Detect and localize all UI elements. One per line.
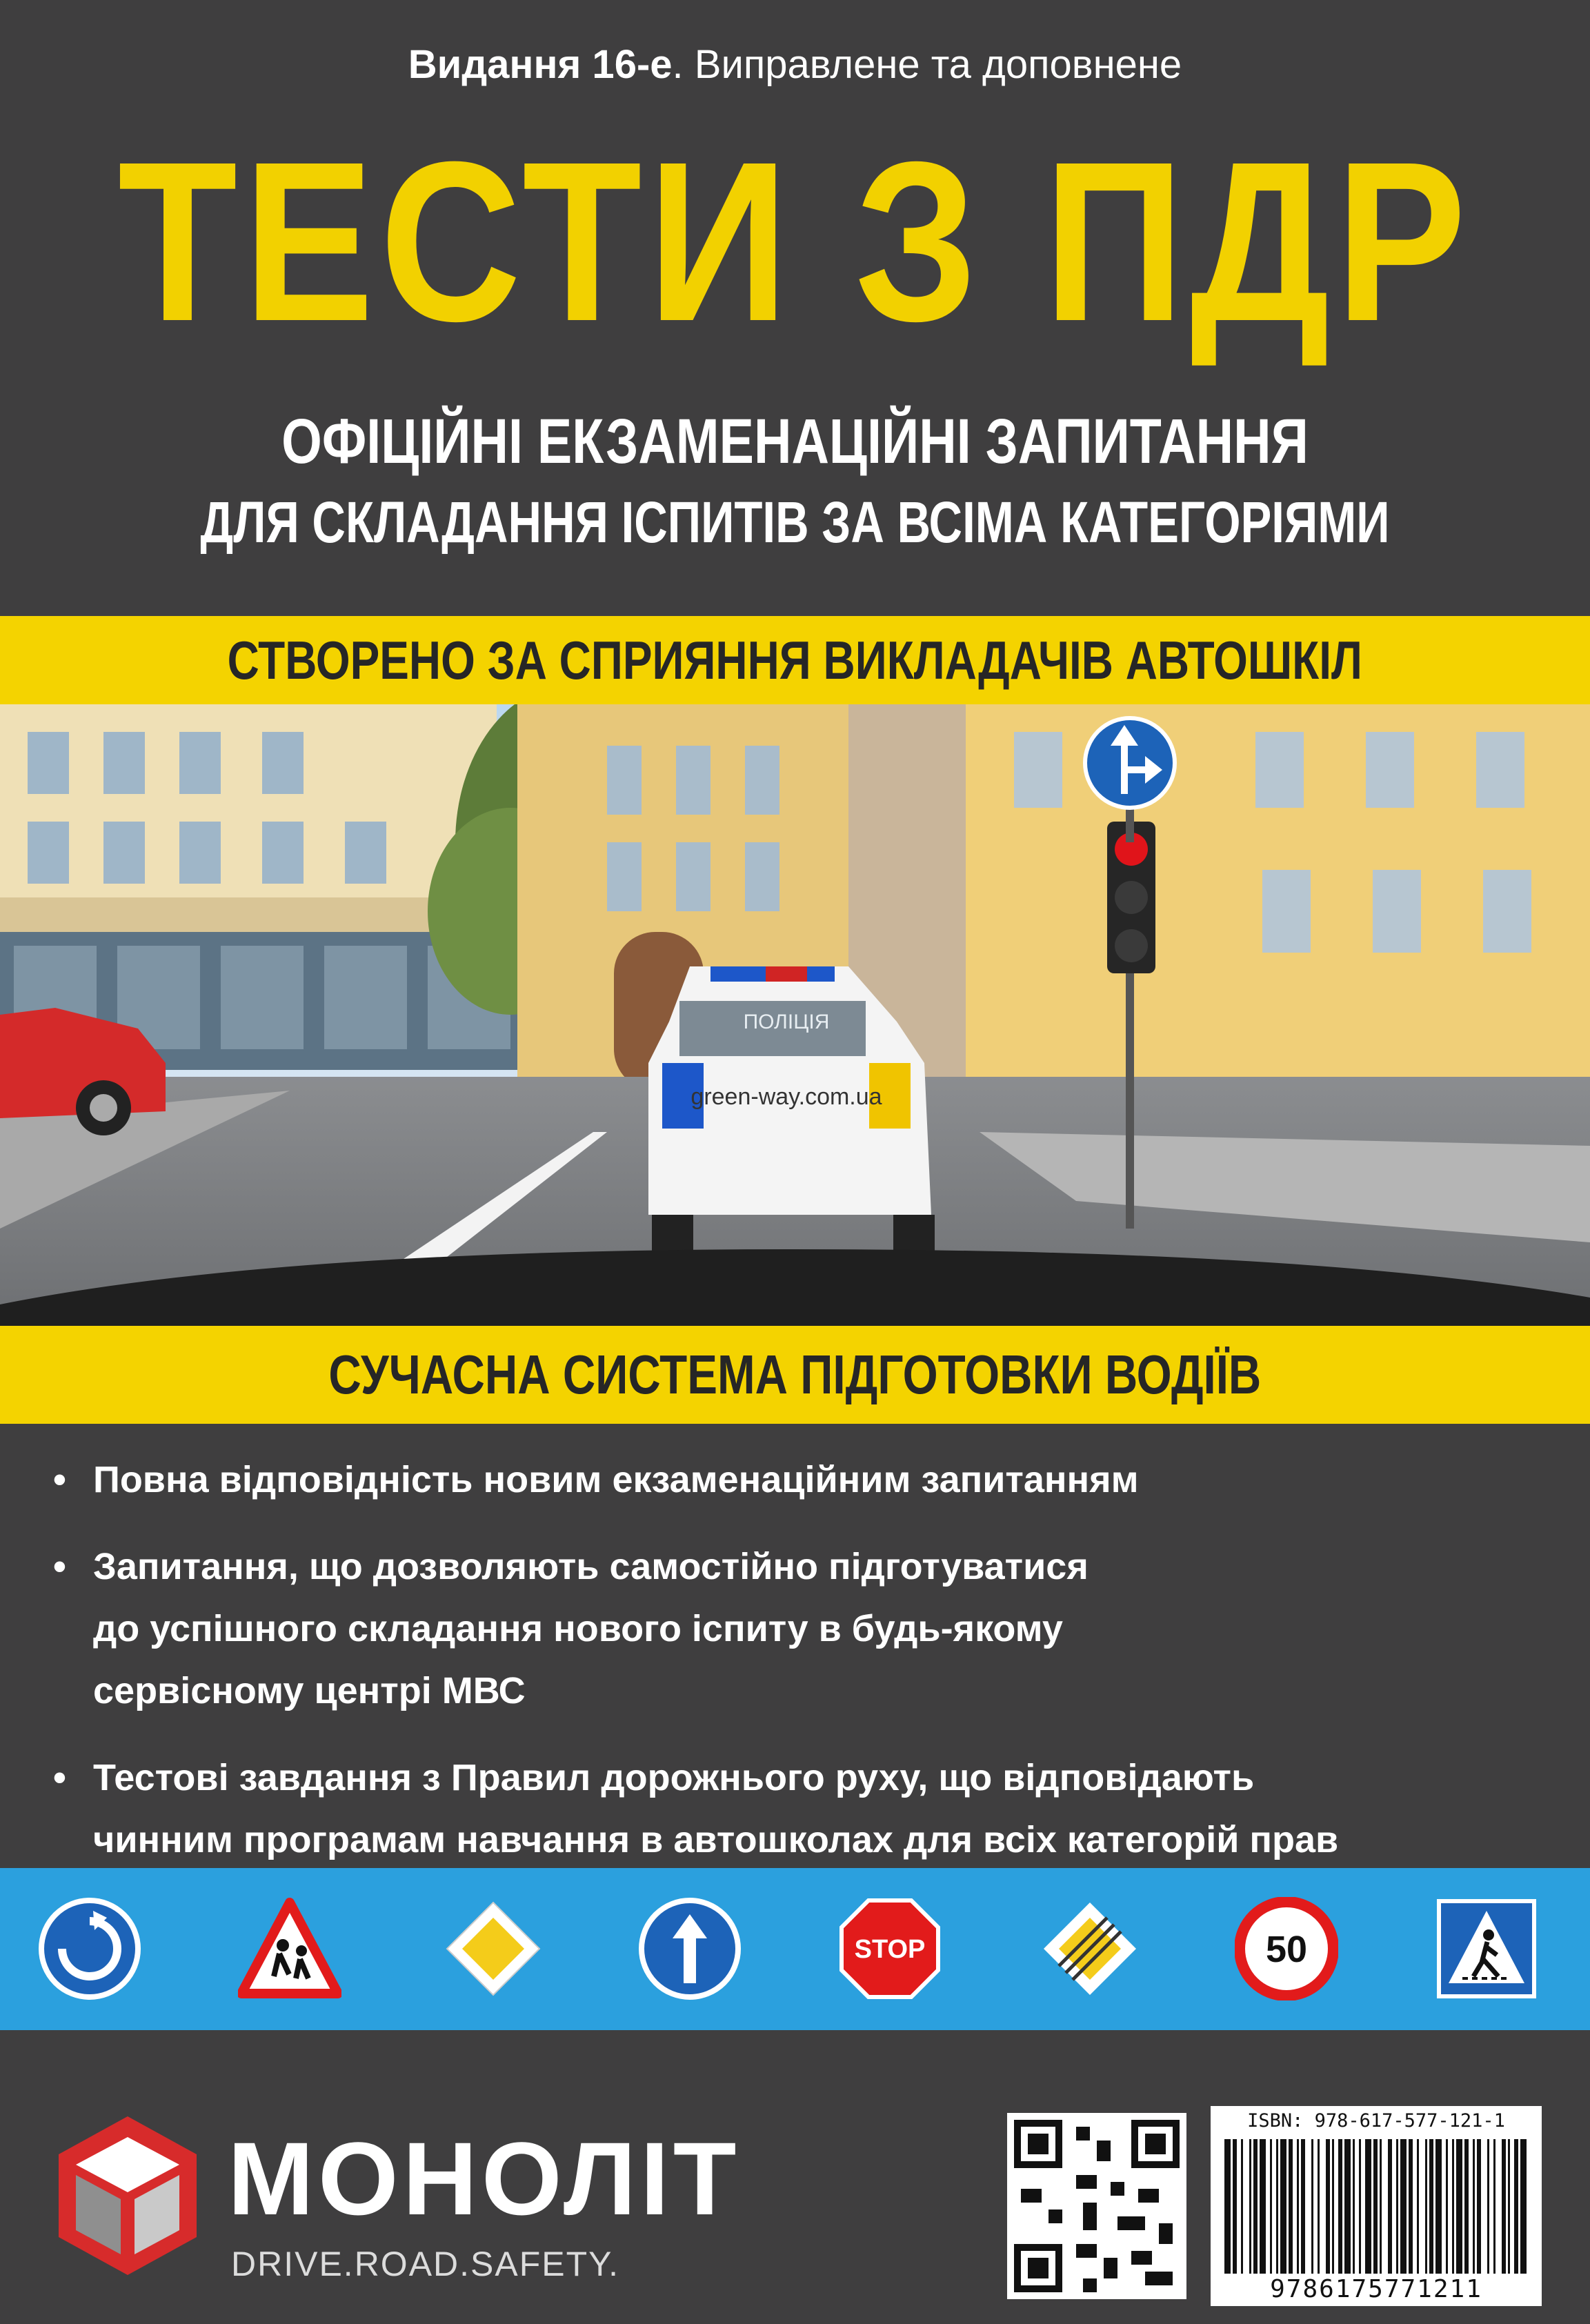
police-car-website: green-way.com.ua [690, 1084, 882, 1110]
barcode-bar [1311, 2139, 1313, 2274]
end-priority-road-icon [1038, 1897, 1142, 2000]
edition-note [0, 41, 1590, 88]
barcode-bars [1224, 2139, 1528, 2274]
stop-sign-icon [838, 1897, 942, 2000]
roundabout-icon [38, 1897, 141, 2000]
feature-list [66, 1449, 1514, 1896]
priority-road-icon [441, 1897, 545, 2000]
barcode-bar [1508, 2139, 1510, 2274]
isbn-text: ISBN: 978-617-577-121-1 [1247, 2110, 1505, 2132]
barcode-bar [1233, 2139, 1237, 2274]
monolit-logo-icon [52, 2113, 203, 2278]
isbn-barcode [1211, 2106, 1542, 2306]
barcode-bar [1326, 2139, 1330, 2274]
barcode-bar [1425, 2139, 1427, 2274]
feature-line: сервісному центрі МВС [93, 1670, 526, 1711]
barcode-bar [1473, 2139, 1475, 2274]
barcode-bar [1301, 2139, 1305, 2274]
stop-sign-text: STOP [854, 1935, 926, 1964]
feature-line: до успішного складання нового іспиту в будь-якому [93, 1608, 1063, 1649]
police-car-label: ПОЛІЦІЯ [743, 1011, 830, 1033]
barcode-bar [1493, 2139, 1495, 2274]
barcode-bar [1289, 2139, 1293, 2274]
barcode-bar [1400, 2139, 1407, 2274]
barcode-bar [1318, 2139, 1320, 2274]
barcode-bar [1344, 2139, 1351, 2274]
brand-name: МОНОЛІТ [228, 2121, 741, 2236]
barcode-bar [1373, 2139, 1378, 2274]
street-scene-illustration [0, 704, 1590, 1326]
barcode-bar [1280, 2139, 1286, 2274]
feature-line: • Тестові завдання з Правил дорожнього руху, що відповідають [93, 1757, 1255, 1798]
barcode-bar [1241, 2139, 1243, 2274]
edition-number: Видання 16-е [408, 42, 673, 87]
barcode-bar [1359, 2139, 1361, 2274]
barcode-bar [1365, 2139, 1371, 2274]
barcode-bar [1464, 2139, 1469, 2274]
barcode-bar [1270, 2139, 1272, 2274]
barcode-bar [1276, 2139, 1278, 2274]
top-banner-text: СТВОРЕНО ЗА СПРИЯННЯ ВИКЛАДАЧІВ АВТОШКІЛ [227, 630, 1363, 691]
barcode-bar [1388, 2139, 1392, 2274]
barcode-bar [1520, 2139, 1527, 2274]
barcode-bar [1338, 2139, 1342, 2274]
street-scene-svg [0, 704, 1590, 1326]
barcode-bar [1396, 2139, 1398, 2274]
barcode-bar [1353, 2139, 1355, 2274]
bottom-yellow-banner [0, 1326, 1590, 1424]
footer [0, 2030, 1590, 2324]
barcode-bar [1260, 2139, 1266, 2274]
barcode-bar [1332, 2139, 1334, 2274]
feature-item [66, 1747, 1514, 1871]
ean-number: 9786175771211 [1270, 2275, 1482, 2303]
feature-item [66, 1449, 1514, 1511]
brand-slogan: DRIVE.ROAD.SAFETY. [231, 2245, 619, 2283]
barcode-bar [1417, 2139, 1419, 2274]
barcode-bar [1487, 2139, 1489, 2274]
top-yellow-banner [0, 616, 1590, 704]
subtitle-line-1: ОФІЦІЙНІ ЕКЗАМЕНАЦІЙНІ ЗАПИТАННЯ [281, 406, 1309, 477]
straight-only-icon [638, 1897, 742, 2000]
barcode-bar [1514, 2139, 1518, 2274]
feature-line: • Повна відповідність новим екзаменаційним запитанням [93, 1459, 1139, 1500]
barcode-bar [1249, 2139, 1251, 2274]
barcode-bar [1477, 2139, 1481, 2274]
subtitle-line-2: ДЛЯ СКЛАДАННЯ ІСПИТІВ ЗА ВСІМА КАТЕГОРІЯМИ [200, 490, 1390, 555]
barcode-bar [1446, 2139, 1448, 2274]
barcode-bar [1452, 2139, 1454, 2274]
barcode-bar [1297, 2139, 1299, 2274]
barcode-bar [1429, 2139, 1433, 2274]
pedestrian-crossing-icon [1435, 1897, 1538, 2000]
book-title: ТЕСТИ З ПДР [117, 114, 1473, 368]
edition-description: . Виправлене та доповнене [672, 42, 1182, 87]
children-warning-icon [238, 1897, 341, 2000]
barcode-bar [1502, 2139, 1506, 2274]
barcode-bar [1224, 2139, 1231, 2274]
feature-item [66, 1536, 1514, 1722]
qr-code-icon [1007, 2113, 1186, 2299]
barcode-bar [1380, 2139, 1382, 2274]
bottom-banner-text: СУЧАСНА СИСТЕМА ПІДГОТОВКИ ВОДІЇВ [328, 1344, 1262, 1405]
barcode-bar [1456, 2139, 1462, 2274]
speed-limit-icon [1235, 1897, 1338, 2000]
road-signs-band [0, 1868, 1590, 2030]
barcode-bar [1253, 2139, 1258, 2274]
barcode-bar [1409, 2139, 1413, 2274]
feature-line: чинним програмам навчання в автошколах для всіх категорій прав [93, 1819, 1339, 1860]
feature-line: • Запитання, що дозволяють самостійно підготуватися [93, 1546, 1089, 1587]
speed-limit-text: 50 [1265, 1929, 1308, 1970]
barcode-bar [1435, 2139, 1442, 2274]
